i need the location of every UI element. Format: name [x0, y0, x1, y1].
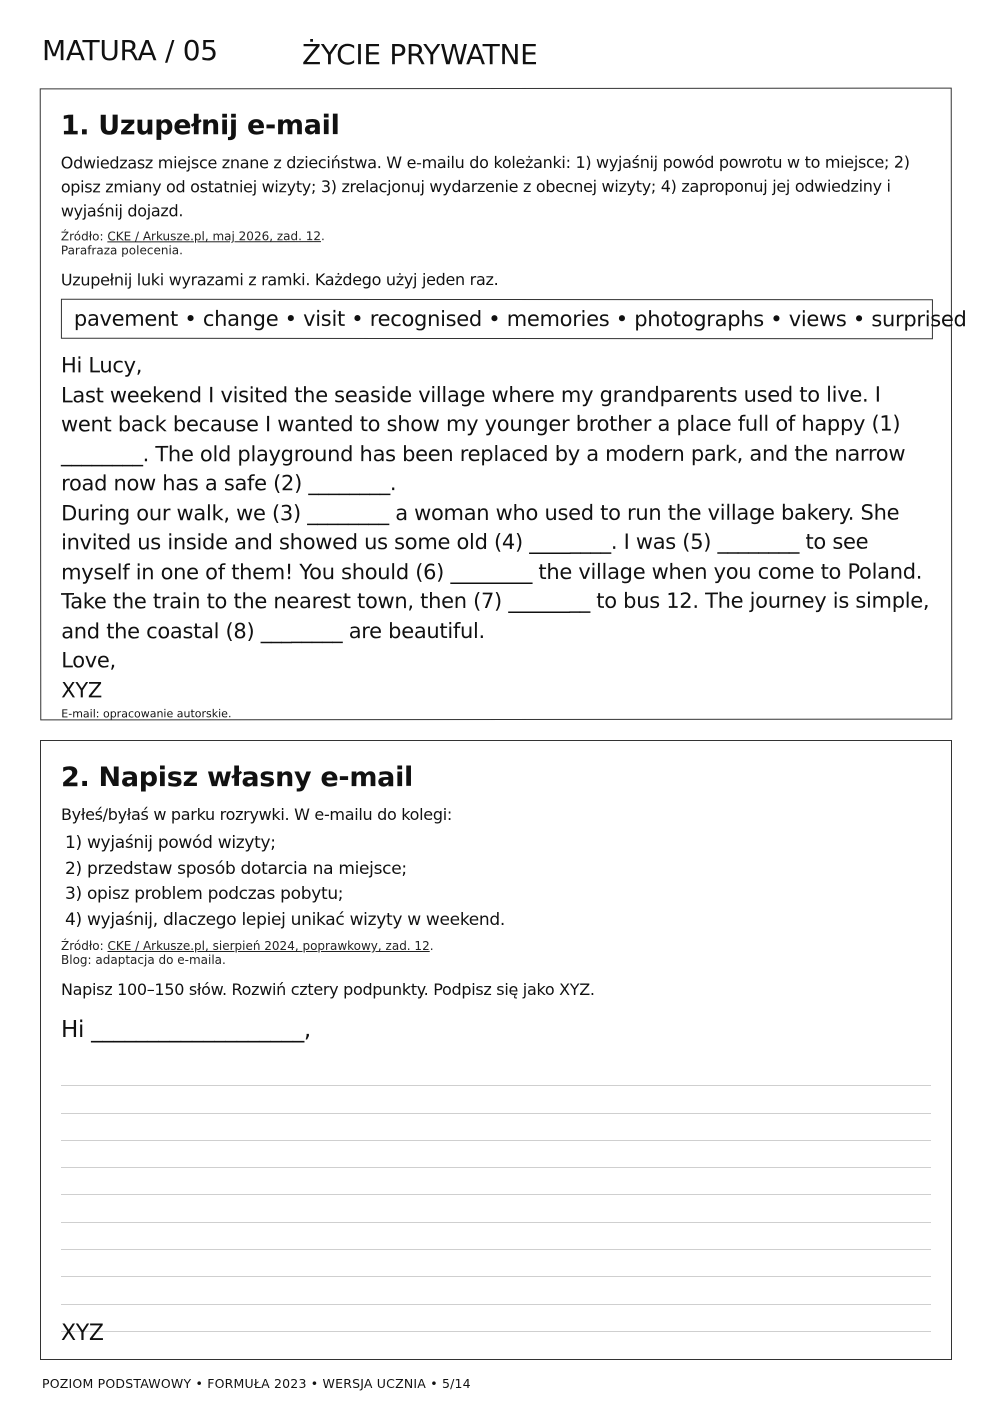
- topic-title: ŻYCIE PRYWATNE: [302, 38, 538, 71]
- email-greeting: Hi Lucy,: [60, 353, 143, 378]
- source-suffix: .: [321, 229, 325, 244]
- task-1-subinstruction: Uzupełnij luki wyrazami z ramki. Każdego użyj jeden raz.: [60, 269, 499, 290]
- list-item: 4) wyjaśnij, dlaczego lepiej unikać wizyty w weekend.: [65, 909, 506, 930]
- page-footer: POZIOM PODSTAWOWY • FORMUŁA 2023 • WERSJA UCZNIA • 5/14: [42, 1376, 471, 1391]
- writing-line[interactable]: [61, 1195, 931, 1222]
- writing-line[interactable]: [61, 1223, 931, 1250]
- writing-line[interactable]: [61, 1059, 931, 1086]
- task-2-box: [40, 740, 952, 1360]
- task-1-box: [40, 88, 967, 721]
- writing-line[interactable]: [61, 1250, 931, 1277]
- list-item: 1) wyjaśnij powód wizyty;: [65, 833, 276, 853]
- task-2-subinstruction: Napisz 100–150 słów. Rozwiń cztery podpunkty. Podpisz się jako XYZ.: [61, 980, 595, 999]
- exam-code: MATURA / 05: [42, 34, 218, 67]
- writing-line[interactable]: [61, 1277, 931, 1304]
- writing-line[interactable]: [61, 1114, 931, 1141]
- source-prefix: Źródło:: [60, 229, 108, 244]
- email-note: E-mail: opracowanie autorskie.: [61, 707, 232, 721]
- email-text: [61, 351, 931, 706]
- email-body: Last weekend I visited the seaside village where my grandparents used to live. I went back because I wanted to show my younger brother a place full of happy (1) ________. The old playground has been replaced by a modern park, and the narrow road now has a safe (2) ________.: [60, 382, 906, 496]
- task-2-title: 2. Napisz własny e-mail: [61, 762, 413, 793]
- writing-greeting: Hi ___________________,: [61, 1017, 311, 1043]
- word-bank: pavement • change • visit • recognised • memories • photographs • views • surprised: [61, 299, 933, 339]
- writing-line[interactable]: [61, 1305, 931, 1332]
- email-signature: XYZ: [61, 677, 102, 702]
- source-note: Blog: adaptacja do e-maila.: [61, 953, 226, 967]
- source-prefix: Źródło:: [61, 939, 108, 953]
- task-2-instruction: Byłeś/byłaś w parku rozrywki. W e-mailu do kolegi:: [61, 805, 452, 824]
- source-note: Parafraza polecenia.: [60, 243, 183, 258]
- writing-line[interactable]: [61, 1086, 931, 1113]
- list-item: 3) opisz problem podczas pobytu;: [65, 884, 344, 904]
- source-suffix: .: [429, 939, 434, 953]
- task-1-instruction: Odwiedzasz miejsce znane z dzieciństwa. W e-mailu do koleżanki: 1) wyjaśnij powód powrotu w to miejsce; 2) opisz zmiany od ostatniej wizyty; 3) zrelacjonuj wydarzenie z obecnej wizyty; 4) zaproponuj jej odwiedziny i wyjaśnij dojazd.: [60, 152, 910, 221]
- email-body-2: During our walk, we (3) ________ a woman who used to run the village bakery. She invited us inside and showed us some old (4) ________. I was (5) ________ to see myself in one of them! You should (6) ________ the village when you come to Poland. Take the train to the nearest town, then (7) ________ to bus 12. The journey is simple, and the coastal (8) ________ are beautiful.: [61, 500, 930, 643]
- list-item: 2) przedstaw sposób dotarcia na miejsce;: [65, 858, 407, 879]
- source-link[interactable]: CKE / Arkusze.pl, maj 2026, zad. 12: [107, 229, 322, 244]
- task-1-source: [61, 229, 931, 258]
- page-header: [42, 34, 952, 74]
- task-2-source: [61, 939, 931, 967]
- writing-signature: XYZ: [61, 1321, 104, 1346]
- task-1-title: 1. Uzupełnij e-mail: [60, 110, 340, 142]
- source-link[interactable]: CKE / Arkusze.pl, sierpień 2024, poprawkowy, zad. 12: [107, 939, 430, 953]
- writing-line[interactable]: [61, 1168, 931, 1195]
- task-2-points: [61, 831, 931, 933]
- writing-line[interactable]: [61, 1141, 931, 1168]
- email-closing: Love,: [61, 648, 116, 673]
- writing-lines[interactable]: [61, 1059, 931, 1332]
